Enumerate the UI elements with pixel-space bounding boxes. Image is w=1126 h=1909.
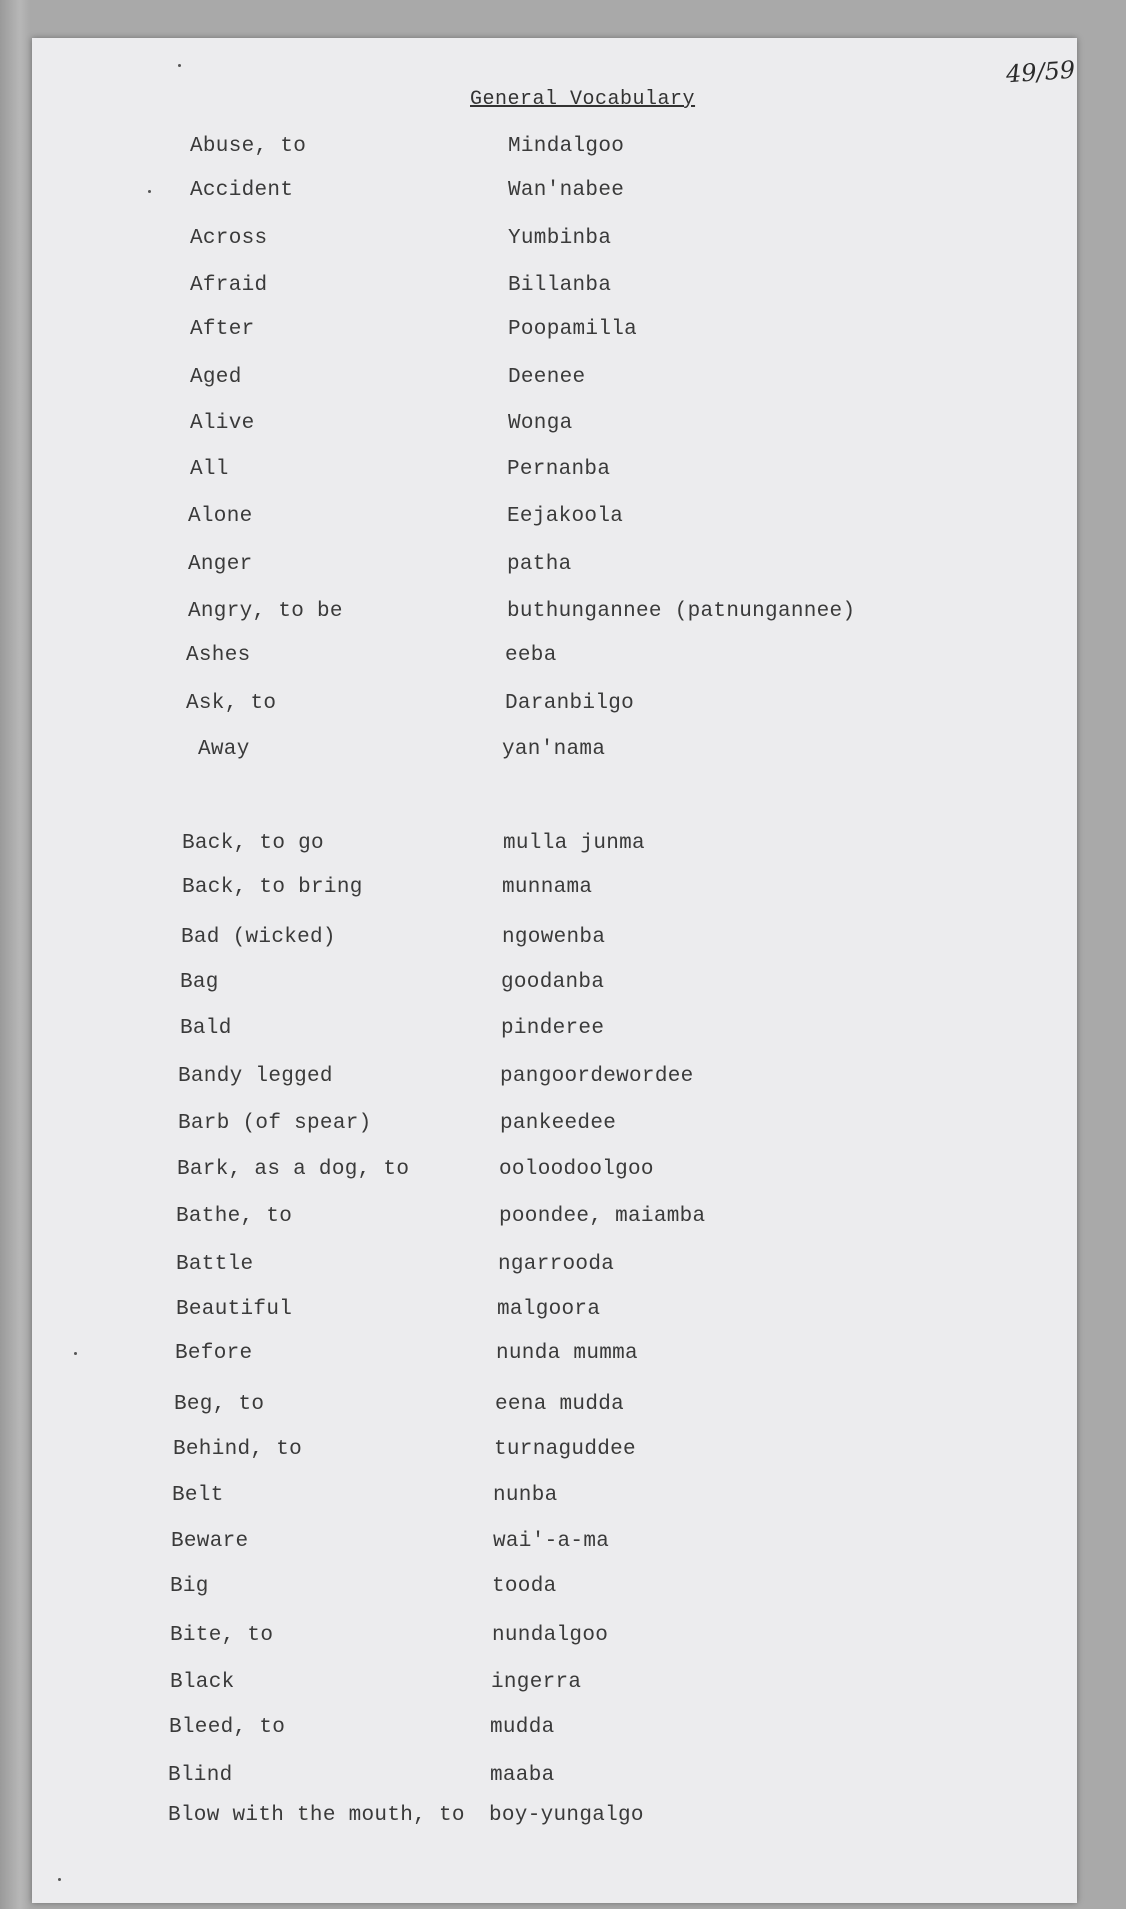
english-term: Afraid bbox=[190, 274, 268, 297]
aboriginal-translation: goodanba bbox=[501, 971, 605, 994]
english-term: Blow with the mouth, to bbox=[168, 1804, 465, 1827]
aboriginal-translation: Poopamilla bbox=[508, 318, 638, 341]
english-term: Across bbox=[190, 227, 268, 250]
english-term: Bark, as a dog, to bbox=[177, 1158, 410, 1181]
english-term: Big bbox=[170, 1575, 209, 1598]
paper-speck bbox=[148, 190, 151, 193]
aboriginal-translation: boy-yungalgo bbox=[489, 1804, 644, 1827]
aboriginal-translation: pankeedee bbox=[500, 1112, 617, 1135]
english-term: Anger bbox=[188, 553, 253, 576]
aboriginal-translation: nunda mumma bbox=[496, 1342, 638, 1365]
english-term: After bbox=[190, 318, 255, 341]
aboriginal-translation: Deenee bbox=[508, 366, 586, 389]
aboriginal-translation: Billanba bbox=[508, 274, 612, 297]
aboriginal-translation: eena mudda bbox=[495, 1393, 625, 1416]
english-term: Back, to go bbox=[182, 832, 324, 855]
english-term: Bite, to bbox=[170, 1624, 274, 1647]
english-term: Ashes bbox=[186, 644, 251, 667]
english-term: Bandy legged bbox=[178, 1065, 333, 1088]
aboriginal-translation: yan'nama bbox=[502, 738, 606, 761]
aboriginal-translation: mudda bbox=[490, 1716, 555, 1739]
english-term: Angry, to be bbox=[188, 600, 343, 623]
english-term: Bathe, to bbox=[176, 1205, 293, 1228]
aboriginal-translation: maaba bbox=[490, 1764, 555, 1787]
english-term: Bag bbox=[180, 971, 219, 994]
aboriginal-translation: Pernanba bbox=[507, 458, 611, 481]
aboriginal-translation: wai'-a-ma bbox=[493, 1530, 610, 1553]
aboriginal-translation: Wonga bbox=[508, 412, 573, 435]
aboriginal-translation: Mindalgoo bbox=[508, 135, 625, 158]
aboriginal-translation: ngarrooda bbox=[498, 1253, 615, 1276]
aboriginal-translation: patha bbox=[507, 553, 572, 576]
aboriginal-translation: pangoordewordee bbox=[500, 1065, 694, 1088]
aboriginal-translation: malgoora bbox=[497, 1298, 601, 1321]
english-term: Aged bbox=[190, 366, 242, 389]
english-term: Blind bbox=[168, 1764, 233, 1787]
english-term: Before bbox=[175, 1342, 253, 1365]
english-term: Ask, to bbox=[186, 692, 277, 715]
aboriginal-translation: buthungannee (patnungannee) bbox=[507, 600, 856, 623]
english-term: Away bbox=[198, 738, 250, 761]
english-term: All bbox=[190, 458, 229, 481]
aboriginal-translation: mulla junma bbox=[503, 832, 645, 855]
aboriginal-translation: turnaguddee bbox=[494, 1438, 636, 1461]
aboriginal-translation: munnama bbox=[502, 876, 593, 899]
english-term: Accident bbox=[190, 179, 294, 202]
paper-speck bbox=[178, 64, 181, 67]
aboriginal-translation: poondee, maiamba bbox=[499, 1205, 706, 1228]
english-term: Alone bbox=[188, 505, 253, 528]
aboriginal-translation: ingerra bbox=[491, 1671, 582, 1694]
aboriginal-translation: ooloodoolgoo bbox=[499, 1158, 654, 1181]
english-term: Alive bbox=[190, 412, 255, 435]
english-term: Bad (wicked) bbox=[181, 926, 336, 949]
aboriginal-translation: pinderee bbox=[501, 1017, 605, 1040]
english-term: Bleed, to bbox=[169, 1716, 286, 1739]
english-term: Beg, to bbox=[174, 1393, 265, 1416]
english-term: Abuse, to bbox=[190, 135, 307, 158]
paper-speck bbox=[74, 1352, 77, 1355]
page-number: 49/59 bbox=[1005, 55, 1077, 89]
aboriginal-translation: Yumbinba bbox=[508, 227, 612, 250]
english-term: Back, to bring bbox=[182, 876, 363, 899]
english-term: Beautiful bbox=[176, 1298, 293, 1321]
aboriginal-translation: Eejakoola bbox=[507, 505, 624, 528]
aboriginal-translation: Daranbilgo bbox=[505, 692, 635, 715]
english-term: Barb (of spear) bbox=[178, 1112, 372, 1135]
document-title: General Vocabulary bbox=[470, 88, 696, 111]
english-term: Battle bbox=[176, 1253, 254, 1276]
english-term: Black bbox=[170, 1671, 235, 1694]
english-term: Beware bbox=[171, 1530, 249, 1553]
english-term: Bald bbox=[180, 1017, 232, 1040]
english-term: Behind, to bbox=[173, 1438, 303, 1461]
aboriginal-translation: ngowenba bbox=[502, 926, 606, 949]
aboriginal-translation: eeba bbox=[505, 644, 557, 667]
english-term: Belt bbox=[172, 1484, 224, 1507]
aboriginal-translation: tooda bbox=[492, 1575, 557, 1598]
paper-speck bbox=[58, 1878, 61, 1881]
aboriginal-translation: nundalgoo bbox=[492, 1624, 609, 1647]
aboriginal-translation: Wan'nabee bbox=[508, 179, 625, 202]
aboriginal-translation: nunba bbox=[493, 1484, 558, 1507]
